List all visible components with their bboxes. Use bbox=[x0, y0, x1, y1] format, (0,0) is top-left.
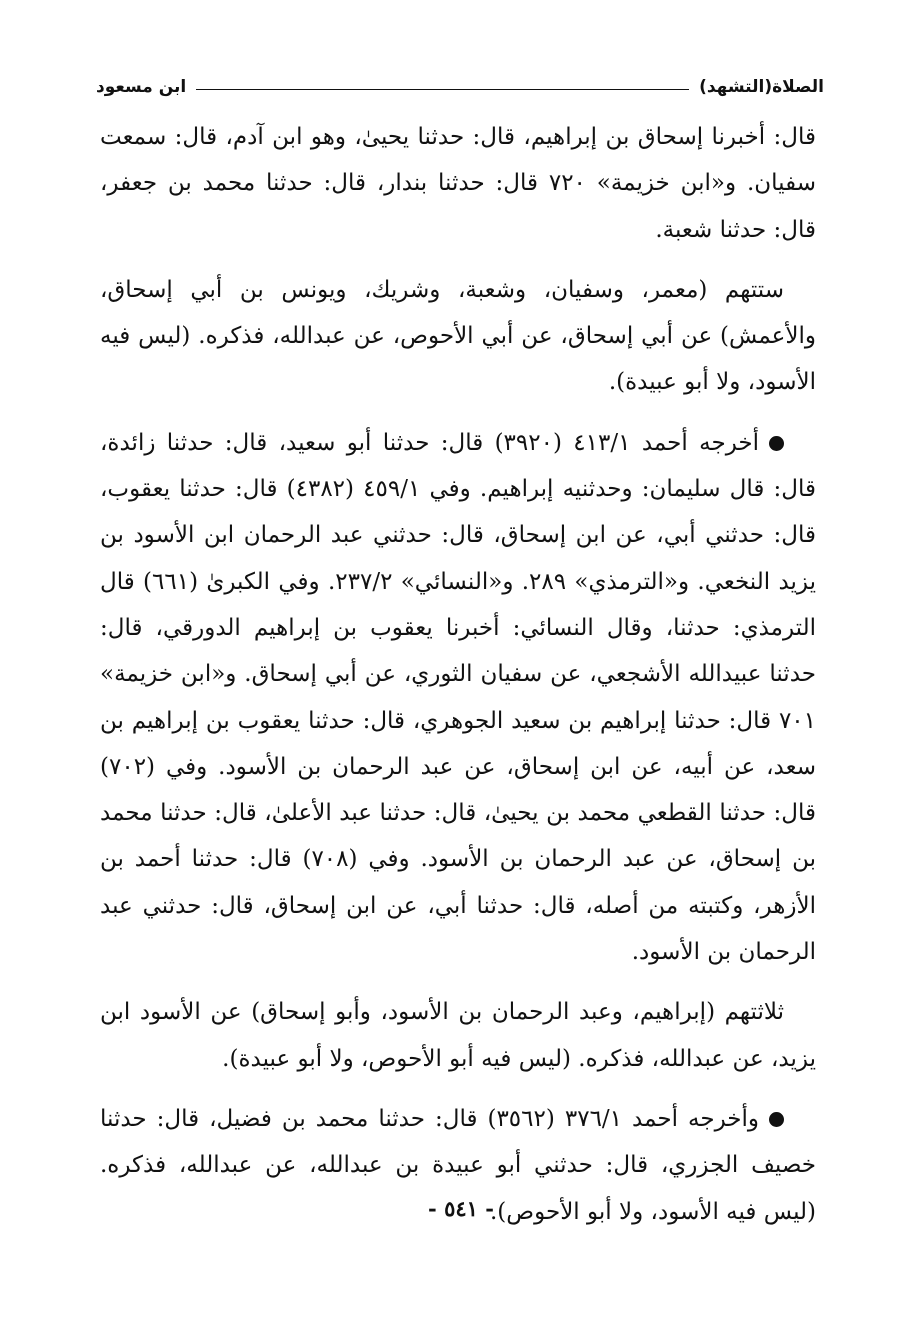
paragraph-3 bbox=[100, 420, 816, 976]
paragraph-2: ستتهم (معمر، وسفيان، وشعبة، وشريك، ويونس بن أبي إسحاق، والأعمش) عن أبي إسحاق، عن أبي الأحوص، عن عبدالله، فذكره. (ليس فيه الأسود، ولا أبو عبيدة). bbox=[100, 276, 816, 396]
paragraph-1: قال: أخبرنا إسحاق بن إبراهيم، قال: حدثنا يحيىٰ، وهو ابن آدم، قال: سمعت سفيان. و«ابن خزيمة» ٧٢٠ قال: حدثنا بندار، قال: حدثنا محمد بن جعفر، قال: حدثنا شعبة. bbox=[100, 124, 816, 243]
paragraph-4: ثلاثتهم (إبراهيم، وعبد الرحمان بن الأسود، وأبو إسحاق) عن الأسود ابن يزيد، عن عبدالله، فذكره. (ليس فيه أبو الأحوص، ولا أبو عبيدة). bbox=[100, 999, 816, 1072]
paragraph-3-text: أخرجه أحمد ٤١٣/١ (٣٩٢٠) قال: حدثنا أبو سعيد، قال: حدثنا زائدة، قال: قال سليمان: وحدثنيه إبراهيم. وفي ٤٥٩/١ (٤٣٨٢) قال: حدثنا يعقوب، قال: حدثني أبي، عن ابن إسحاق، قال: حدثني عبد الرحمان ابن الأسود بن يزيد النخعي. و«الترمذي» ٢٨٩. و«النسائي» ٢٣٧/٢. وفي الكبرىٰ (٦٦١) قال الترمذي: حدثنا، وقال النسائي: أخبرنا يعقوب بن إبراهيم الدورقي، قال: حدثنا عبيدالله الأشجعي، عن سفيان الثوري، عن أبي إسحاق. و«ابن خزيمة» ٧٠١ قال: حدثنا إبراهيم بن سعيد الجوهري، قال: حدثنا يعقوب بن إبراهيم بن سعد، عن أبيه، عن ابن إسحاق، عن عبد الرحمان بن الأسود. وفي (٧٠٢) قال: حدثنا القطعي محمد بن يحيىٰ، قال: حدثنا عبد الأعلىٰ، قال: حدثنا محمد بن إسحاق، عن عبد الرحمان بن الأسود. وفي (٧٠٨) قال: حدثنا أحمد بن الأزهر، وكتبته من أصله، قال: حدثنا أبي، عن ابن إسحاق، قال: حدثني عبد الرحمان بن الأسود. bbox=[100, 429, 817, 966]
bullet-icon bbox=[769, 436, 784, 451]
body-text bbox=[100, 114, 816, 1249]
header-rule bbox=[196, 89, 689, 90]
page-number: - ٥٤١ - bbox=[428, 1196, 494, 1221]
chapter-title: الصلاة(التشهد) bbox=[699, 77, 824, 97]
section-title: ابن مسعود bbox=[96, 77, 187, 97]
running-head bbox=[96, 72, 824, 102]
bullet-icon bbox=[769, 1112, 784, 1127]
paragraph-5-text: وأخرجه أحمد ٣٧٦/١ (٣٥٦٢) قال: حدثنا محمد بن فضيل، قال: حدثنا خصيف الجزري، قال: حدثني أبو عبيدة بن عبدالله، عن عبدالله، فذكره. (ليس فيه الأسود، ولا أبو الأحوص). bbox=[100, 1105, 816, 1225]
